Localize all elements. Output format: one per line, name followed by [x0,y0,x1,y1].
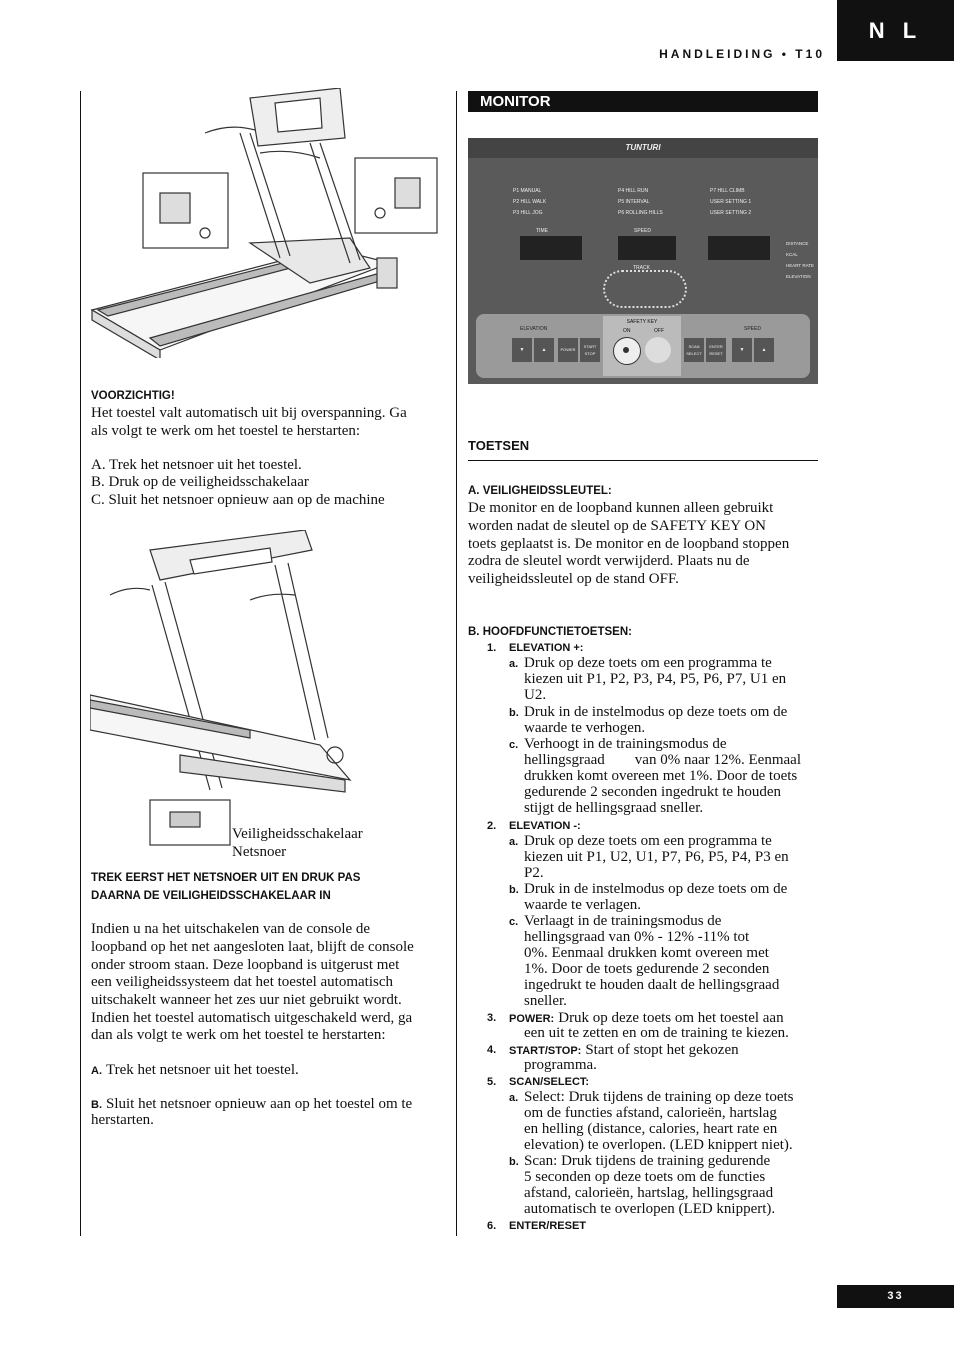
item-5b-line-1: Scan: Druk tijdens de training gedurende [524,1153,771,1169]
item-2c-line-5: ingedrukt te houden daalt de hellingsgraad [524,977,780,993]
program-p2: P2 HILL WALK [513,199,547,205]
auto-off-para-4: een veiligheidssysteem dat het toestel automatisch [91,974,393,990]
program-p6: P6 ROLLING HILLS [618,210,663,216]
item-2a-line-3: P2. [524,865,544,881]
item-6-number: 6. [487,1220,497,1232]
treadmill-illustration-switch [90,530,380,850]
item-5-number: 5. [487,1076,497,1088]
item-5a-line-4: elevation) te overlopen. (LED knippert niet). [524,1137,793,1153]
item-5b-line-2: 5 seconden op deze toets om de functies [524,1169,766,1185]
item-5a-line-2: om de functies afstand, calorieën, hartslag [524,1105,777,1121]
item-1b-line-1: Druk in de instelmodus op deze toets om de [524,704,788,720]
program-p7: P7 HILL CLIMB [710,188,745,194]
item-3-text-2: een uit te zetten en om de training te kiezen. [524,1025,789,1041]
step-b-text-2: herstarten. [91,1112,154,1128]
warning-heading-line-2: DAARNA DE VEILIGHEIDSSCHAKELAAR IN [91,890,331,902]
program-user-1: USER SETTING 1 [710,199,752,205]
enter-reset-button[interactable]: ENTER RESET [706,338,726,362]
item-5b-line-3: afstand, calorieën, hartslag, hellingsgraad [524,1185,774,1201]
item-1c-line-4: gedurende 2 seconden ingedrukt te houden [524,784,781,800]
auto-off-step-a [91,1061,299,1080]
elevation-up-button[interactable]: ▲ [534,338,554,362]
step-b-text-1: Sluit het netsnoer opnieuw aan op het toestel om te [106,1096,413,1112]
indicator-distance: DISTANCE [786,241,809,246]
item-1a-line-2: kiezen uit P1, P2, P3, P4, P5, P6, P7, U1 en [524,671,787,687]
toetsen-rule [468,460,818,461]
elevation-down-button[interactable]: ▼ [512,338,532,362]
step-a-label: A. [91,1065,102,1077]
auto-off-para-6: Indien het toestel automatisch uitgeschakeld werd, ga [91,1010,413,1026]
restart-step-b: B. Druk op de veiligheidsschakelaar [91,474,309,490]
item-1b-line-2: waarde te verhogen. [524,720,646,736]
indicator-list [786,238,814,282]
item-1c-line-1: Verhoogt in de trainingsmodus de [524,736,727,752]
item-1c-line-3: drukken komt overeen met 1%. Door de toets [524,768,798,784]
item-5a-label: a. [509,1092,519,1104]
auto-off-para-1: Indien u na het uitschakelen van de console de [91,921,371,937]
display-speed [618,236,676,260]
display-speed-label: SPEED [634,228,651,234]
treadmill-illustration-top [90,88,440,358]
indicator-elevation: ELEVATION [786,274,811,279]
label-power-cord: Netsnoer [232,844,287,860]
auto-off-para-5: uitschakelt wanneer het zes uur niet gebruikt wordt. [91,992,402,1008]
display-track-label: TRACK [633,265,650,271]
indicator-heart-rate: HEART RATE [786,263,815,268]
item-5a-line-1: Select: Druk tijdens de training op deze toets [524,1089,794,1105]
program-p5: P5 INTERVAL [618,199,650,205]
display-multi [708,236,770,260]
manual-title: HANDLEIDING • T10 [659,47,825,61]
toetsen-heading: TOETSEN [468,438,530,453]
program-p3: P3 HILL JOG [513,210,543,216]
item-4-text-2: programma. [524,1057,597,1073]
item-2c-line-3: 0%. Eenmaal drukken komt overeen met [524,945,769,961]
item-2b-line-2: waarde te verlagen. [524,897,642,913]
item-1a-line-1: Druk op deze toets om een programma te [524,655,772,671]
auto-off-step-b [91,1095,412,1114]
caution-heading: VOORZICHTIG! [91,390,175,402]
program-p4: P4 HILL RUN [618,188,649,194]
item-1a-label: a. [509,658,519,670]
button-panel [476,314,810,378]
program-list-3 [710,186,751,219]
display-time-label: TIME [536,228,548,234]
safety-key-area [603,316,681,376]
item-2b-label: b. [509,884,519,896]
item-2b-line-1: Druk in de instelmodus op deze toets om de [524,881,788,897]
caution-text-line-2: als volgt te werk om het toestel te herstarten: [91,423,361,439]
key-a-text-2: worden nadat de sleutel op de SAFETY KEY ON [468,518,766,534]
label-safety-switch: Veiligheidsschakelaar [232,826,363,842]
item-1c-label: c. [509,739,519,751]
item-3-text-1: Druk op deze toets om het toestel aan [558,1010,784,1026]
item-2c-line-4: 1%. Door de toets gedurende 2 seconden [524,961,770,977]
program-p1: P1 MANUAL [513,188,542,194]
key-a-text-5: veiligheidssleutel op de stand OFF. [468,571,679,587]
key-heading-a: A. VEILIGHEIDSSLEUTEL: [468,485,612,497]
key-a-text-4: zodra de sleutel wordt verwijderd. Plaats nu de [468,553,750,569]
item-2a-line-1: Druk op deze toets om een programma te [524,833,772,849]
safety-key-label: SAFETY KEY [626,319,658,325]
item-2a-line-2: kiezen uit P1, U2, U1, P7, P6, P5, P4, P3 en [524,849,789,865]
safety-on-label: ON [623,328,631,334]
monitor-section-title: MONITOR [468,91,818,112]
auto-off-para-2: loopband op het net aangesloten laat, blijft de console [91,939,414,955]
item-5b-line-4: automatisch te overlopen (LED knippert). [524,1201,776,1217]
elevation-label: ELEVATION [520,326,548,332]
item-2c-line-2: hellingsgraad van 0% - 12% -11% tot [524,929,750,945]
key-heading-b: B. HOOFDFUNCTIETOETSEN: [468,626,632,638]
key-a-text-3: toets geplaatst is. De monitor en de loopband stoppen [468,536,790,552]
item-2c-line-6: sneller. [524,993,567,1009]
language-tab: N L [837,0,954,61]
item-2c-label: c. [509,916,519,928]
start-stop-button[interactable]: START STOP [580,338,600,362]
item-4-number: 4. [487,1044,497,1056]
auto-off-para-3: onder stroom staan. Deze loopband is uitgerust met [91,957,400,973]
restart-step-a: A. Trek het netsnoer uit het toestel. [91,457,302,473]
scan-select-button[interactable]: SCAN SELECT [684,338,704,362]
display-time [520,236,582,260]
indicator-kcal: KCAL [786,252,798,257]
item-5-title: SCAN/SELECT: [509,1076,590,1088]
console-brand: TUNTURI [468,138,818,158]
item-2c-line-1: Verlaagt in de trainingsmodus de [524,913,722,929]
safety-key-off-socket[interactable] [645,337,671,363]
item-2a-label: a. [509,836,519,848]
item-1c-line-5: stijgt de hellingsgraad sneller. [524,800,704,816]
item-5b-label: b. [509,1156,519,1168]
track-led-oval [603,270,687,308]
item-1-title: ELEVATION +: [509,642,584,654]
step-b-label: B. [91,1099,102,1111]
page-number: 33 [837,1285,954,1308]
safety-key-hole [623,347,629,353]
item-1a-line-3: U2. [524,687,547,703]
speed-down-button[interactable]: ▼ [732,338,752,362]
item-2-number: 2. [487,820,497,832]
item-1-number: 1. [487,642,497,654]
restart-step-c: C. Sluit het netsnoer opnieuw aan op de machine [91,492,385,508]
console-panel [468,138,818,384]
step-a-text: Trek het netsnoer uit het toestel. [106,1062,299,1078]
item-4-text-1: Start of stopt het gekozen [585,1042,739,1058]
safety-off-label: OFF [654,328,664,334]
item-6-title: ENTER/RESET [509,1220,587,1232]
left-column-rule [80,91,81,1236]
item-2-title: ELEVATION -: [509,820,581,832]
program-list-2 [618,186,663,219]
speed-up-button[interactable]: ▲ [754,338,774,362]
key-a-text-1: De monitor en de loopband kunnen alleen gebruikt [468,500,774,516]
power-button[interactable]: POWER [558,338,578,362]
item-3-title: POWER: [509,1013,555,1025]
warning-heading-line-1: TREK EERST HET NETSNOER UIT EN DRUK PAS [91,872,361,884]
program-list-1 [513,186,546,219]
item-1c-line-2: hellingsgraad van 0% naar 12%. Eenmaal [524,752,801,768]
item-3-number: 3. [487,1012,497,1024]
speed-label: SPEED [744,326,761,332]
item-1b-label: b. [509,707,519,719]
center-column-rule [456,91,457,1236]
caution-text-line-1: Het toestel valt automatisch uit bij overspanning. Ga [91,405,407,421]
auto-off-para-7: dan als volgt te werk om het toestel te herstarten: [91,1027,386,1043]
item-5a-line-3: en helling (distance, calories, heart rate en [524,1121,778,1137]
program-user-2: USER SETTING 2 [710,210,752,216]
item-4-title: START/STOP: [509,1045,582,1057]
